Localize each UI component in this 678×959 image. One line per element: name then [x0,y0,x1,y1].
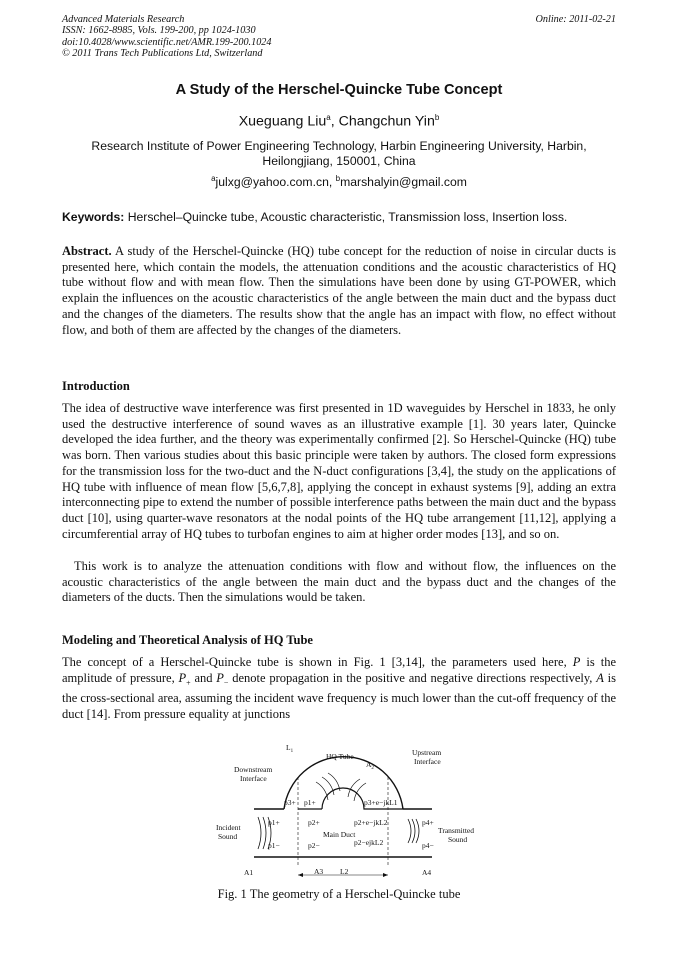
introduction-heading: Introduction [62,379,130,393]
transmitted-wave-3 [416,819,419,843]
email-b-mark: b [335,174,341,183]
journal-header [62,14,616,60]
author-line [62,113,616,130]
label-p1-top: p1+ [304,798,316,807]
symbol-p: P [572,655,581,669]
symbol-minus-sub: − [223,678,229,688]
modeling-text-1: The concept of a Herschel-Quincke tube is shown in Fig. 1 [3,14], the parameters used here, [62,655,573,669]
email-a: julxg@yahoo.com.cn, [215,175,336,190]
email-a-mark: a [211,174,216,183]
label-upstream-2: Interface [414,757,441,766]
label-downstream-1: Downstream [234,765,273,774]
incident-wave-1 [258,817,261,849]
modeling-heading: Modeling and Theoretical Analysis of HQ Tube [62,633,313,647]
label-p2minus: p2− [308,841,320,850]
label-l1: $L_1$ [286,743,294,754]
label-a2: $A_2$ [366,760,374,771]
abstract-text: A study of the Herschel-Quincke (HQ) tube concept for the reduction of noise in circular ducts is presented here, which contain the models, the attenuation conditions and the acoustic characteristics of HQ tube without flow and with mean flow. Then the simulations have been done by using GT-POWER, which explain the influences on the acoustic characteristics of the angle between the main duct and the bypass duct and the changes of the diameters. The results show that the angle has an impact with flow, no effect without flow, and both of them are affected by the changes of the diameters. [62,244,616,337]
issn-line: ISSN: 1662-8985, Vols. 199-200, pp 1024-1030 [62,25,256,37]
abstract-label: Abstract. [62,244,112,258]
journal-name: Advanced Materials Research [62,14,185,25]
label-a1: A1 [244,868,254,877]
label-p2plus-exp: p2+e−jkL2 [354,818,388,827]
label-p4minus: p4− [422,841,434,850]
keywords-text: Herschel–Quincke tube, Acoustic characteristic, Transmission loss, Insertion loss. [124,210,568,224]
hq-tube-diagram [204,737,484,882]
symbol-a: A [596,670,604,685]
label-p2minus-exp: p2−ejkL2 [354,838,384,847]
label-incident-2: Sound [218,832,238,841]
label-p1plus: p1+ [268,818,280,827]
transmitted-wave-2 [412,819,415,843]
label-p3-exp: p3+e−jkL1 [364,798,398,807]
author-2: Changchun Yin [338,113,435,130]
author-separator: , [330,113,339,130]
symbol-p-minus: P [216,670,224,685]
copyright-line: © 2011 Trans Tech Publications Ltd, Switzerland [62,48,263,60]
transmitted-wave-1 [408,819,411,843]
email-line [62,174,616,189]
label-a4: A4 [422,868,432,877]
symbol-p-plus: P [178,670,187,685]
online-date: Online: 2011-02-21 [535,14,616,25]
label-p1minus: p1− [268,841,280,850]
introduction-paragraph-1: The idea of destructive wave interference was first presented in 1D waveguides by Herschel in 1833, he only used the destructive interference of sound waves as an illustrative example [1]. 30 years later, Quincke developed the idea further, and the theory was experimentally confirmed [2]. So Herschel-Quincke (HQ) tube was born. Then various studies about this basic principle were taken by authors. The closed form expressions for the transmission loss for the two-duct and the N-duct configurations [3,4], the study on the applications of HQ tube with influence of mean flow [5,6,7,8], applying the concept in exhaust systems [9], adding an extra interconnecting pipe to extend the number of possible interference paths between the main duct and the bypass duct [10], using quarter-wave resonators at the nodal points of the HQ tube arrangement [11,12], applying a circumferential array of HQ tubes to turbofan engines to aim at higher order modes [13], and so on. [62,401,616,541]
modeling-paragraph [62,655,616,723]
keywords [62,210,616,224]
label-transmitted-2: Sound [448,835,468,844]
email-b: marshalyin@gmail.com [340,175,467,190]
label-hq-tube: HQ Tube [326,752,354,761]
incident-wave-2 [263,817,266,849]
hq-tube-figure [204,737,484,882]
abstract [62,244,616,338]
label-a3: A3 [314,867,324,876]
symbol-plus-sub: + [186,678,191,688]
paper-title: A Study of the Herschel-Quincke Tube Concept [175,82,503,98]
author-1: Xueguang Liu [238,113,327,130]
modeling-text-and: and [190,670,217,685]
label-p2plus: p2+ [308,818,320,827]
label-downstream-2: Interface [240,774,267,783]
figure-caption: Fig. 1 The geometry of a Herschel-Quincke tube [217,887,461,901]
label-transmitted-1: Transmitted [438,826,474,835]
modeling-text-2: is the amplitude of pressure, [62,655,617,685]
label-incident-1: Incident [216,823,241,832]
bypass-wave-2 [322,777,334,795]
doi-line: doi:10.4028/www.scientific.net/AMR.199-200.1024 [62,36,272,48]
author-1-affil-mark: a [326,113,331,122]
author-2-affil-mark: b [434,113,440,122]
label-p4plus: p4+ [422,818,434,827]
modeling-text-4: is the cross-sectional area, assuming the incident wave frequency is much lower than the cut-off frequency of the duct [14]. From pressure equality at junctions [62,670,616,722]
label-p3-left: p3+ [284,798,296,807]
keywords-label: Keywords: [62,210,125,224]
affiliation: Research Institute of Power Engineering Technology, Harbin Engineering University, Harbin, Heilongjiang, 150001, China [91,139,587,169]
label-l2: L2 [340,867,349,876]
label-upstream-1: Upstream [412,748,442,757]
label-main-duct: Main Duct [323,830,356,839]
introduction-paragraph-2: This work is to analyze the attenuation conditions with flow and without flow, the influences on the acoustic characteristics of the angle between the main duct and the bypass duct and the changes of the diameters of the ducts. Then the simulations would be taken. [62,559,616,605]
modeling-text-3: denote propagation in the positive and negative directions respectively, [228,670,597,685]
